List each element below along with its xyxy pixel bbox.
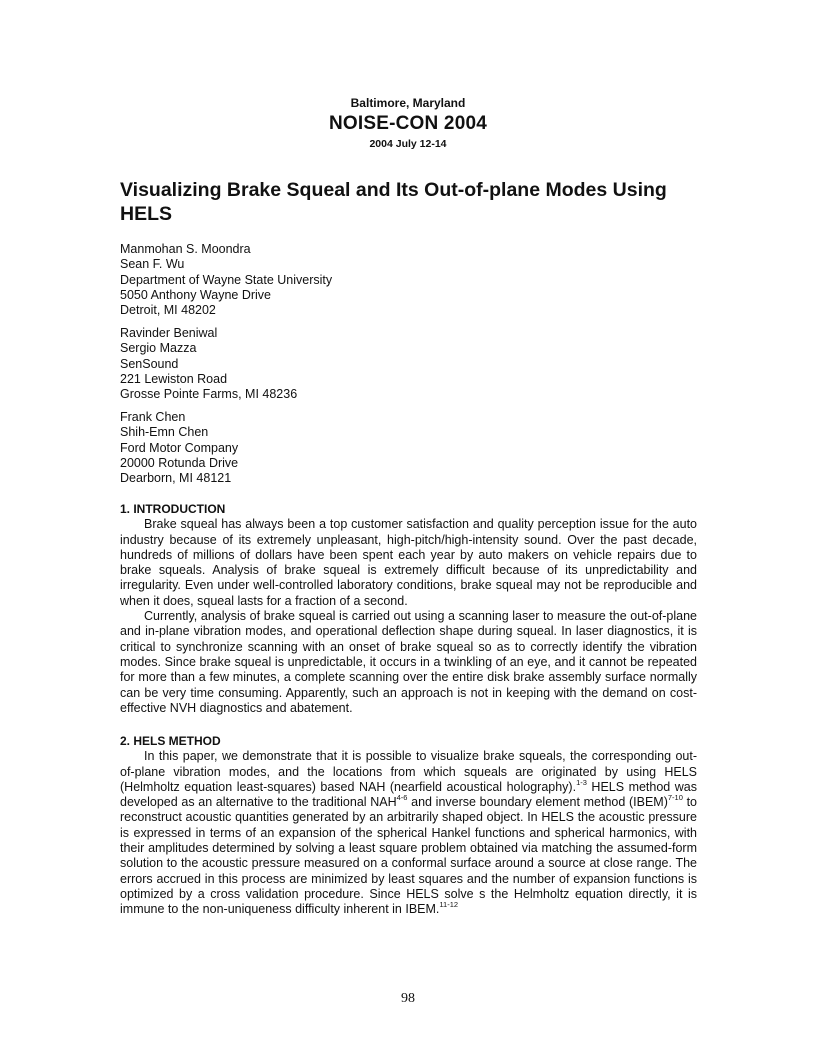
text-run: and inverse boundary element method (IBEM) (407, 795, 668, 810)
author-name: Ravinder Beniwal (120, 326, 218, 340)
section-heading: 1. INTRODUCTION (120, 502, 226, 516)
paragraph: Brake squeal has always been a top customer satisfaction and quality perception issue for the auto industry because of its extremely unpleasant, high-pitch/high-intensity sound. Over the past decade, hundreds of millions of dollars have been spent each year by auto makers on vehicle repairs due to brake squeals. Analysis of brake squeal is extremely difficult because of its unpredictability and irregularity. Even under well-controlled laboratory conditions, brake squeal may not be reproducible and when it does, squeal lasts for a fraction of a second. (120, 517, 697, 608)
citation-ref: 11-12 (439, 900, 459, 910)
author-name: Frank Chen (120, 410, 186, 424)
citation-ref: 4-6 (396, 793, 408, 803)
page-number: 98 (401, 991, 415, 1006)
affiliation-city: Dearborn, MI 48121 (120, 471, 232, 486)
author-name: Sean F. Wu (120, 257, 185, 272)
conference-location: Baltimore, Maryland (350, 96, 466, 110)
affiliation-block (120, 242, 332, 318)
affiliation-street: 20000 Rotunda Drive (120, 455, 239, 470)
citation-ref: 1-3 (576, 777, 587, 787)
text-run: In this paper, we demonstrate that it is possible to visualize brake squeals, the corresponding out-of-plane vibration modes, and the locations from which squeals are originated by using HELS (Helmholtz equation least-squares) based NAH (nearfield acoustical holography). (120, 749, 697, 794)
affiliation-org: Ford Motor Company (120, 440, 239, 455)
affiliation-city: Grosse Pointe Farms, MI 48236 (120, 387, 298, 402)
author-name: Shih-Emn Chen (120, 425, 209, 440)
paper-title: Visualizing Brake Squeal and Its Out-of-plane Modes Using HELS (120, 179, 667, 225)
affiliation-street: 5050 Anthony Wayne Drive (120, 287, 272, 302)
affiliation-org: Department of Wayne State University (120, 272, 333, 287)
section-hels-method (120, 734, 697, 918)
conference-dates: 2004 July 12-14 (369, 138, 447, 150)
text-run: HELS method was developed as an alternative to the traditional NAH (120, 779, 697, 810)
section-heading: 2. HELS METHOD (120, 734, 221, 748)
affiliation-street: 221 Lewiston Road (120, 371, 228, 386)
conference-name: NOISE-CON 2004 (328, 113, 488, 134)
paragraph (120, 749, 697, 917)
affiliation-block (120, 326, 297, 402)
affiliation-city: Detroit, MI 48202 (120, 303, 216, 318)
author-name: Sergio Mazza (120, 341, 197, 356)
affiliation-block (120, 410, 238, 486)
citation-ref: 7-10 (667, 793, 683, 803)
author-name: Manmohan S. Moondra (120, 242, 251, 256)
section-introduction (120, 502, 697, 716)
affiliation-org: SenSound (120, 356, 179, 371)
text-run: to reconstruct acoustic quantities generated by an arbitrarily shaped object. In HELS the acoustic pressure is expressed in terms of an expansion of the spherical Hankel functions and spherical harmonics, with their amplitudes determined by solving a least square problem obtained via matching the assumed-form solution to the acoustic pressure measured on a conformal surface around a source at close range. The errors accrued in this process are minimized by least squares and the number of expansion functions is optimized by a cross validation procedure. Since HELS solve s the Helmholtz equation directly, it is immune to the non-uniqueness difficulty inherent in IBEM. (120, 795, 697, 917)
paragraph: Currently, analysis of brake squeal is carried out using a scanning laser to measure the out-of-plane and in-plane vibration modes, and operational deflection shape during squeal. In laser diagnostics, it is critical to synchronize scanning with an onset of brake squeal so as to correctly identify the vibration modes. Since brake squeal is unpredictable, it occurs in a twinkling of an eye, and it cannot be repeated for more than a few minutes, a complete scanning over the entire disk brake assembly surface normally can be very time consuming. Apparently, such an approach is not in keeping with the demand on cost-effective NVH diagnostics and abatement. (120, 609, 697, 715)
